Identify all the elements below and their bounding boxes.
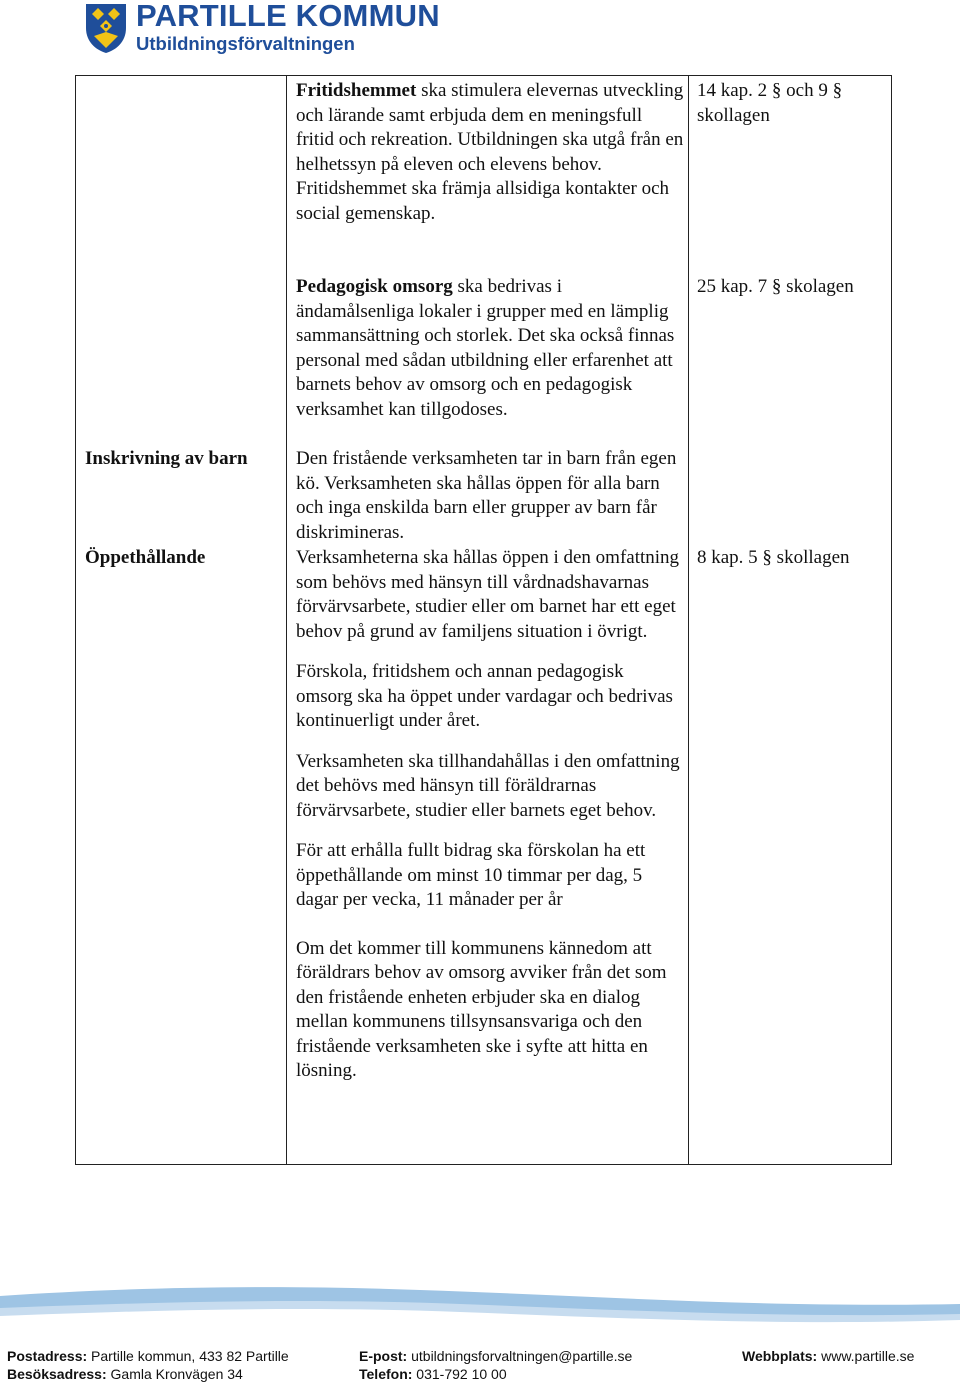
web-label: Webbplats: xyxy=(742,1348,818,1364)
paragraph: Verksamheten ska tillhandahållas i den omfattning det behövs med hänsyn till föräldrarnas förvärvsarbete, studier eller barnets eget behov. xyxy=(296,750,680,821)
column-divider xyxy=(688,76,689,1164)
paragraph: För att erhålla fullt bidrag ska förskolan ha ett öppethållande om minst 10 timmar per dag, 5 dagar per vecka, 11 månader per år xyxy=(296,840,646,910)
lead-term: Pedagogisk omsorg xyxy=(296,276,453,297)
email-label: E-post: xyxy=(359,1348,408,1364)
column-divider xyxy=(286,76,287,1164)
row-label: Öppethållande xyxy=(85,547,206,568)
paragraph: Verksamheterna ska hållas öppen i den omfattning som behövs med hänsyn till vårdnadshavarnas förvärvsarbete, studier eller om barnet har ett eget behov på grund av familjens situation i övrigt. xyxy=(296,547,680,642)
postal-address: Partille kommun, 433 82 Partille xyxy=(91,1348,289,1364)
visit-label: Besöksadress: xyxy=(7,1366,107,1382)
phone-number: 031-792 10 00 xyxy=(416,1366,507,1382)
table-row-text xyxy=(296,546,684,1084)
table-row-text xyxy=(296,275,684,422)
law-reference: 25 kap. 7 § skolagen xyxy=(697,276,854,297)
coat-of-arms-icon xyxy=(84,2,128,54)
dept-name: Utbildningsförvaltningen xyxy=(136,33,355,54)
page-footer xyxy=(7,1347,953,1383)
paragraph: Förskola, fritidshem och annan pedagogisk omsorg ska ha öppet under vardagar och bedrivas kontinuerligt under året. xyxy=(296,661,673,731)
row-body: ska bedrivas i ändamålsenliga lokaler i grupper med en lämplig sammansättning och storlek. Det ska också finnas personal med sådan utbildning eller erfarenhet att barnets behov av omsorg och en pedagogisk verksamhet kan tillgodoses. xyxy=(296,276,675,420)
org-name: PARTILLE KOMMUN xyxy=(136,0,440,33)
partille-logo xyxy=(84,2,444,56)
table-row-text xyxy=(296,79,684,226)
decorative-wave xyxy=(0,1278,960,1338)
email-address[interactable]: utbildningsforvaltningen@partille.se xyxy=(411,1348,633,1364)
law-reference: 8 kap. 5 § skollagen xyxy=(697,547,850,568)
website-link[interactable]: www.partille.se xyxy=(821,1348,915,1364)
postal-label: Postadress: xyxy=(7,1348,88,1364)
regulations-table xyxy=(75,75,892,1165)
lead-term: Fritidshemmet xyxy=(296,80,417,101)
law-reference: 14 kap. 2 § och 9 § skollagen xyxy=(697,80,843,126)
row-label: Inskrivning av barn xyxy=(85,448,248,469)
row-body: ska stimulera elevernas utveckling och lärande samt erbjuda dem en meningsfull fritid och rekreation. Utbildningen ska utgå från en helhetssyn på eleven och elevens behov. Fritidshemmet ska främja allsidiga kontakter och social gemenskap. xyxy=(296,80,684,224)
phone-label: Telefon: xyxy=(359,1366,413,1382)
paragraph: Om det kommer till kommunens kännedom att föräldrars behov av omsorg avviker från det som den fristående enheten erbjuder ska en dialog mellan kommunens tillsynsansvariga och den fristående verksamheten ske i syfte att hitta en lösning. xyxy=(296,937,667,1081)
table-row-text: Den fristående verksamheten tar in barn från egen kö. Verksamheten ska hållas öppen för alla barn och inga enskilda barn eller grupper av barn får diskrimineras. xyxy=(296,448,677,543)
visit-address: Gamla Kronvägen 34 xyxy=(110,1366,243,1382)
